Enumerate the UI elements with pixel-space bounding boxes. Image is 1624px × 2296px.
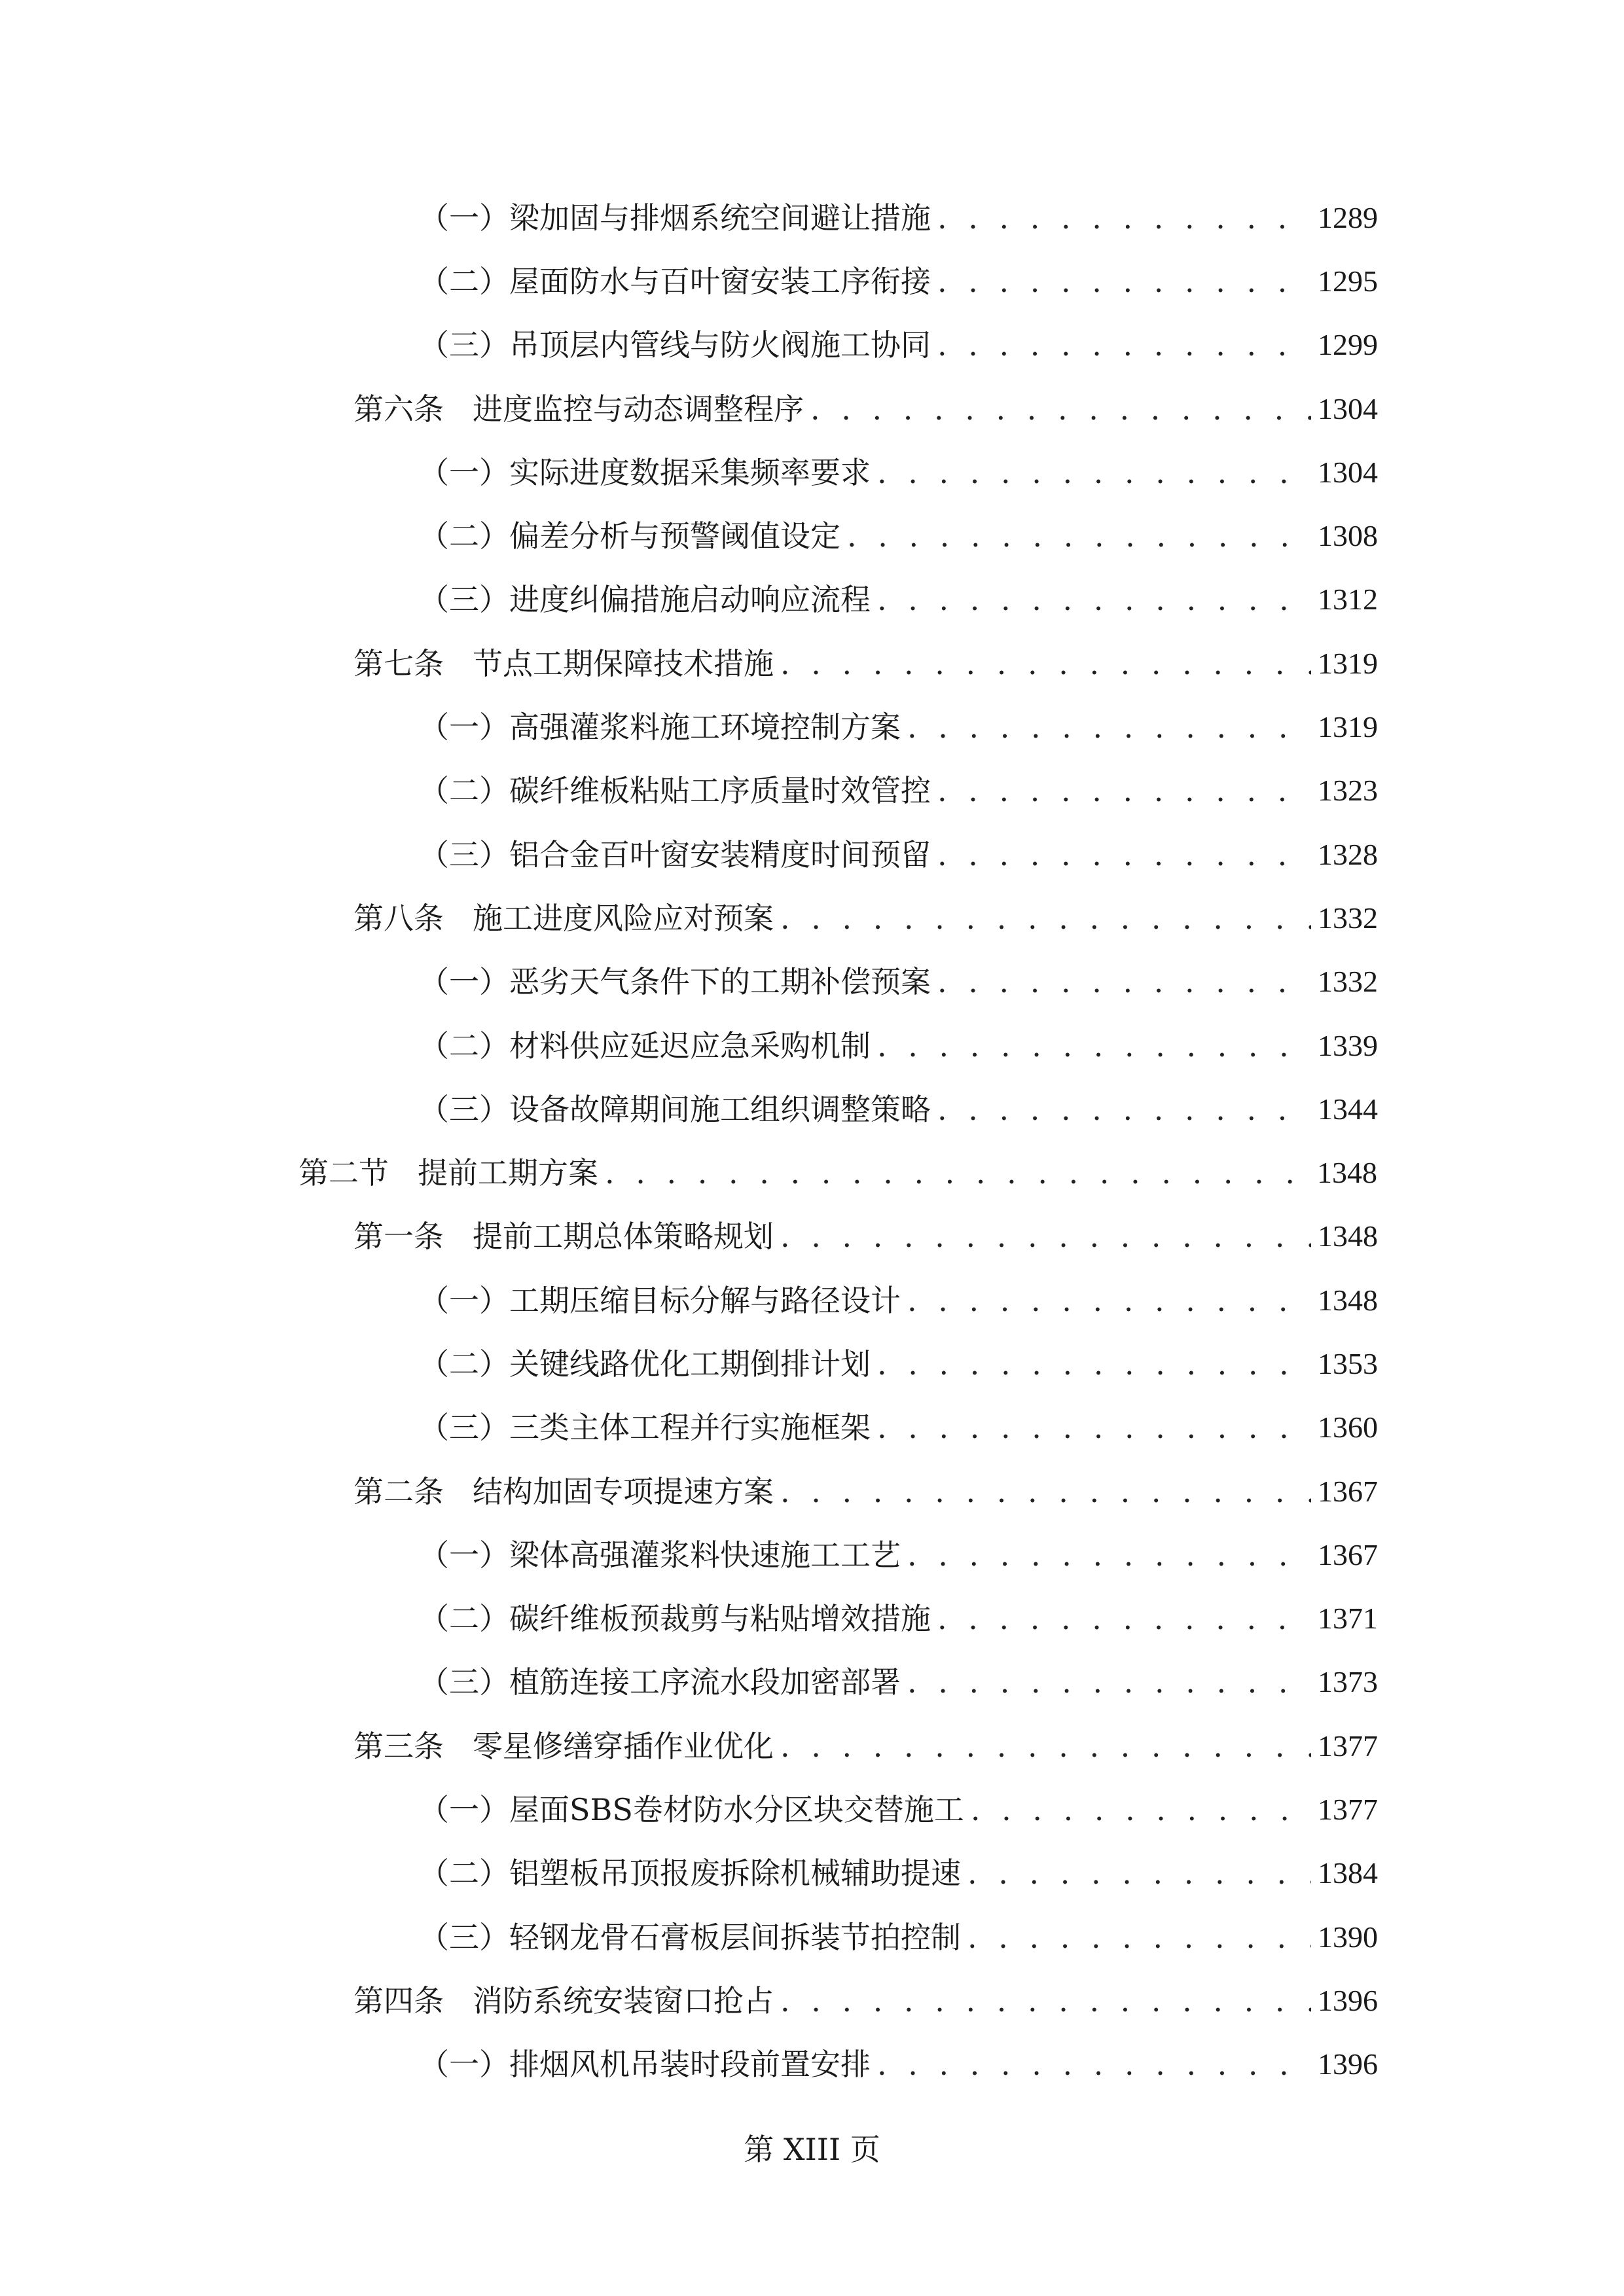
toc-article-entry[interactable]	[0, 1969, 1378, 2032]
dot-leader	[907, 712, 1311, 742]
toc-entry-number: 第三条	[353, 1728, 444, 1764]
toc-entry-title: 材料供应延迟应急采购机制	[509, 1028, 871, 1064]
toc-entry-page-number: 1377	[1318, 1729, 1378, 1763]
dot-leader	[971, 1795, 1311, 1825]
toc-subitem-entry[interactable]	[0, 568, 1378, 632]
toc-entry-title: 梁加固与排烟系统空间避让措施	[509, 200, 931, 236]
toc-subitem-entry[interactable]	[0, 950, 1378, 1014]
toc-entry-title: 碳纤维板粘贴工序质量时效管控	[509, 773, 931, 809]
dot-leader	[780, 1221, 1311, 1251]
toc-entry-number: 第七条	[353, 645, 444, 681]
toc-entry-page-number: 1332	[1318, 901, 1378, 935]
toc-entry-page-number: 1348	[1318, 1219, 1378, 1253]
toc-subitem-entry[interactable]	[0, 759, 1378, 823]
dot-leader	[937, 266, 1311, 296]
toc-entry-title: 三类主体工程并行实施框架	[509, 1410, 871, 1446]
toc-entry-page-number: 1348	[1318, 1283, 1378, 1317]
toc-subitem-entry[interactable]	[0, 186, 1378, 249]
toc-entry-page-number: 1319	[1318, 646, 1378, 680]
toc-entry-title: 实际进度数据采集频率要求	[509, 454, 871, 490]
toc-subitem-entry[interactable]	[0, 2033, 1378, 2096]
toc-entry-page-number: 1371	[1318, 1602, 1378, 1636]
toc-subitem-entry[interactable]	[0, 1268, 1378, 1332]
toc-entry-number: （二）	[419, 773, 509, 809]
toc-entry-number: （三）	[419, 582, 509, 618]
toc-entry-number: （一）	[419, 1282, 509, 1318]
dot-leader	[877, 1349, 1311, 1379]
dot-leader	[877, 457, 1311, 488]
toc-subitem-entry[interactable]	[0, 504, 1378, 567]
toc-entry-page-number: 1373	[1318, 1665, 1378, 1699]
dot-leader	[780, 1731, 1311, 1761]
dot-leader	[780, 903, 1311, 933]
toc-entry-number: （三）	[419, 327, 509, 363]
toc-entry-number: 第二节	[298, 1155, 389, 1191]
dot-leader	[937, 330, 1311, 360]
dot-leader	[937, 1094, 1311, 1124]
toc-entry-title: 进度监控与动态调整程序	[473, 391, 804, 427]
toc-entry-number: （一）	[419, 200, 509, 236]
dot-leader	[780, 1477, 1311, 1507]
dot-leader	[937, 967, 1311, 997]
toc-entry-title: 铝塑板吊顶报废拆除机械辅助提速	[509, 1856, 961, 1892]
toc-entry-page-number: 1377	[1318, 1793, 1378, 1827]
toc-entry-title: 进度纠偏措施启动响应流程	[509, 582, 871, 618]
toc-entry-title: 碳纤维板预裁剪与粘贴增效措施	[509, 1601, 931, 1637]
toc-section-entry[interactable]	[0, 1141, 1377, 1204]
dot-leader	[847, 521, 1311, 551]
dot-leader	[907, 1540, 1311, 1570]
page-footer	[0, 2126, 1624, 2169]
dot-leader	[937, 776, 1311, 806]
dot-leader	[937, 840, 1311, 870]
toc-article-entry[interactable]	[0, 1205, 1378, 1268]
toc-subitem-entry[interactable]	[0, 1077, 1378, 1141]
toc-entry-title: 高强灌浆料施工环境控制方案	[509, 709, 901, 745]
dot-leader	[780, 1986, 1311, 2016]
toc-entry-number: （二）	[419, 1028, 509, 1064]
toc-entry-number: （一）	[419, 964, 509, 1000]
toc-entry-page-number: 1367	[1318, 1537, 1378, 1571]
toc-entry-number: （二）	[419, 263, 509, 299]
toc-subitem-entry[interactable]	[0, 1332, 1378, 1395]
toc-entry-page-number: 1308	[1318, 519, 1378, 553]
toc-entry-title: 消防系统安装窗口抢占	[473, 1982, 774, 2018]
toc-entry-title: 屋面SBS卷材防水分区块交替施工	[509, 1792, 964, 1828]
toc-subitem-entry[interactable]	[0, 249, 1378, 313]
toc-entry-number: （一）	[419, 2047, 509, 2083]
toc-entry-title: 关键线路优化工期倒排计划	[509, 1346, 871, 1382]
toc-article-entry[interactable]	[0, 886, 1378, 950]
toc-entry-number: 第二条	[353, 1473, 444, 1509]
toc-entry-number: （三）	[419, 1919, 509, 1955]
toc-article-entry[interactable]	[0, 377, 1378, 440]
toc-entry-title: 植筋连接工序流水段加密部署	[509, 1664, 901, 1700]
toc-entry-page-number: 1396	[1318, 2047, 1378, 2081]
toc-article-entry[interactable]	[0, 1714, 1378, 1778]
dot-leader	[937, 203, 1311, 233]
toc-entry-title: 施工进度风险应对预案	[473, 900, 774, 936]
toc-subitem-entry[interactable]	[0, 440, 1378, 504]
toc-article-entry[interactable]	[0, 632, 1378, 695]
toc-subitem-entry[interactable]	[0, 1523, 1378, 1587]
toc-entry-number: （三）	[419, 1410, 509, 1446]
toc-entry-page-number: 1384	[1318, 1856, 1378, 1890]
dot-leader	[907, 1667, 1311, 1697]
toc-entry-title: 工期压缩目标分解与路径设计	[509, 1282, 901, 1318]
toc-entry-title: 零星修缮穿插作业优化	[473, 1728, 774, 1764]
dot-leader	[877, 2049, 1311, 2079]
toc-subitem-entry[interactable]	[0, 1396, 1378, 1460]
dot-leader	[877, 1031, 1311, 1061]
toc-entry-number: （三）	[419, 836, 509, 872]
toc-entry-page-number: 1390	[1318, 1920, 1378, 1954]
toc-entry-number: （二）	[419, 1601, 509, 1637]
toc-article-entry[interactable]	[0, 1460, 1378, 1523]
toc-entry-number: 第一条	[353, 1219, 444, 1255]
toc-entry-page-number: 1304	[1318, 391, 1378, 425]
dot-leader	[877, 1412, 1311, 1443]
toc-entry-title: 结构加固专项提速方案	[473, 1473, 774, 1509]
toc-entry-page-number: 1339	[1318, 1028, 1378, 1062]
toc-subitem-entry[interactable]	[0, 314, 1378, 377]
dot-leader	[810, 394, 1311, 424]
toc-subitem-entry[interactable]	[0, 1842, 1378, 1905]
toc-entry-title: 轻钢龙骨石膏板层间拆装节拍控制	[509, 1919, 961, 1955]
toc-entry-title: 排烟风机吊装时段前置安排	[509, 2047, 871, 2083]
toc-entry-page-number: 1360	[1318, 1410, 1378, 1444]
toc-entry-title: 恶劣天气条件下的工期补偿预案	[509, 964, 931, 1000]
toc-entry-number: （一）	[419, 454, 509, 490]
toc-entry-number: （一）	[419, 1537, 509, 1573]
dot-leader	[605, 1158, 1310, 1188]
toc-entry-page-number: 1289	[1318, 200, 1378, 234]
toc-subitem-entry[interactable]	[0, 1651, 1378, 1714]
toc-entry-title: 偏差分析与预警阈值设定	[509, 518, 840, 554]
toc-entry-number: （二）	[419, 1856, 509, 1892]
toc-entry-page-number: 1312	[1318, 583, 1378, 617]
toc-entry-title: 提前工期方案	[418, 1155, 598, 1191]
toc-entry-page-number: 1344	[1318, 1092, 1378, 1126]
toc-entry-page-number: 1348	[1317, 1156, 1377, 1190]
toc-entry-title: 提前工期总体策略规划	[473, 1219, 774, 1255]
toc-subitem-entry[interactable]	[0, 1587, 1378, 1651]
toc-entry-page-number: 1353	[1318, 1346, 1378, 1380]
toc-entry-title: 设备故障期间施工组织调整策略	[509, 1091, 931, 1127]
dot-leader	[780, 649, 1311, 679]
table-of-contents	[0, 186, 1624, 2096]
toc-entry-page-number: 1332	[1318, 965, 1378, 999]
toc-entry-page-number: 1299	[1318, 328, 1378, 362]
toc-subitem-entry[interactable]	[0, 695, 1378, 759]
toc-entry-number: （二）	[419, 1346, 509, 1382]
toc-entry-title: 吊顶层内管线与防火阀施工协同	[509, 327, 931, 363]
toc-entry-page-number: 1295	[1318, 264, 1378, 298]
toc-subitem-entry[interactable]	[0, 1905, 1378, 1969]
toc-entry-page-number: 1323	[1318, 774, 1378, 808]
page-number-label: 第 XIII 页	[744, 2132, 880, 2167]
dot-leader	[967, 1858, 1311, 1888]
dot-leader	[937, 1604, 1311, 1634]
toc-entry-page-number: 1304	[1318, 455, 1378, 489]
toc-entry-number: （三）	[419, 1664, 509, 1700]
toc-entry-number: （三）	[419, 1091, 509, 1127]
toc-entry-number: 第四条	[353, 1982, 444, 2018]
toc-subitem-entry[interactable]	[0, 1778, 1378, 1841]
toc-entry-number: （二）	[419, 518, 509, 554]
toc-entry-page-number: 1319	[1318, 710, 1378, 744]
toc-entry-title: 屋面防水与百叶窗安装工序衔接	[509, 263, 931, 299]
toc-entry-page-number: 1396	[1318, 1983, 1378, 2017]
dot-leader	[877, 584, 1311, 615]
toc-entry-page-number: 1367	[1318, 1474, 1378, 1508]
toc-entry-title: 梁体高强灌浆料快速施工工艺	[509, 1537, 901, 1573]
dot-leader	[907, 1285, 1311, 1316]
toc-entry-title: 节点工期保障技术措施	[473, 645, 774, 681]
toc-entry-number: 第八条	[353, 900, 444, 936]
toc-entry-number: 第六条	[353, 391, 444, 427]
toc-entry-number: （一）	[419, 1792, 509, 1828]
toc-entry-title: 铝合金百叶窗安装精度时间预留	[509, 836, 931, 872]
toc-entry-page-number: 1328	[1318, 837, 1378, 871]
toc-subitem-entry[interactable]	[0, 823, 1378, 886]
dot-leader	[967, 1922, 1311, 1952]
toc-entry-number: （一）	[419, 709, 509, 745]
toc-subitem-entry[interactable]	[0, 1014, 1378, 1077]
